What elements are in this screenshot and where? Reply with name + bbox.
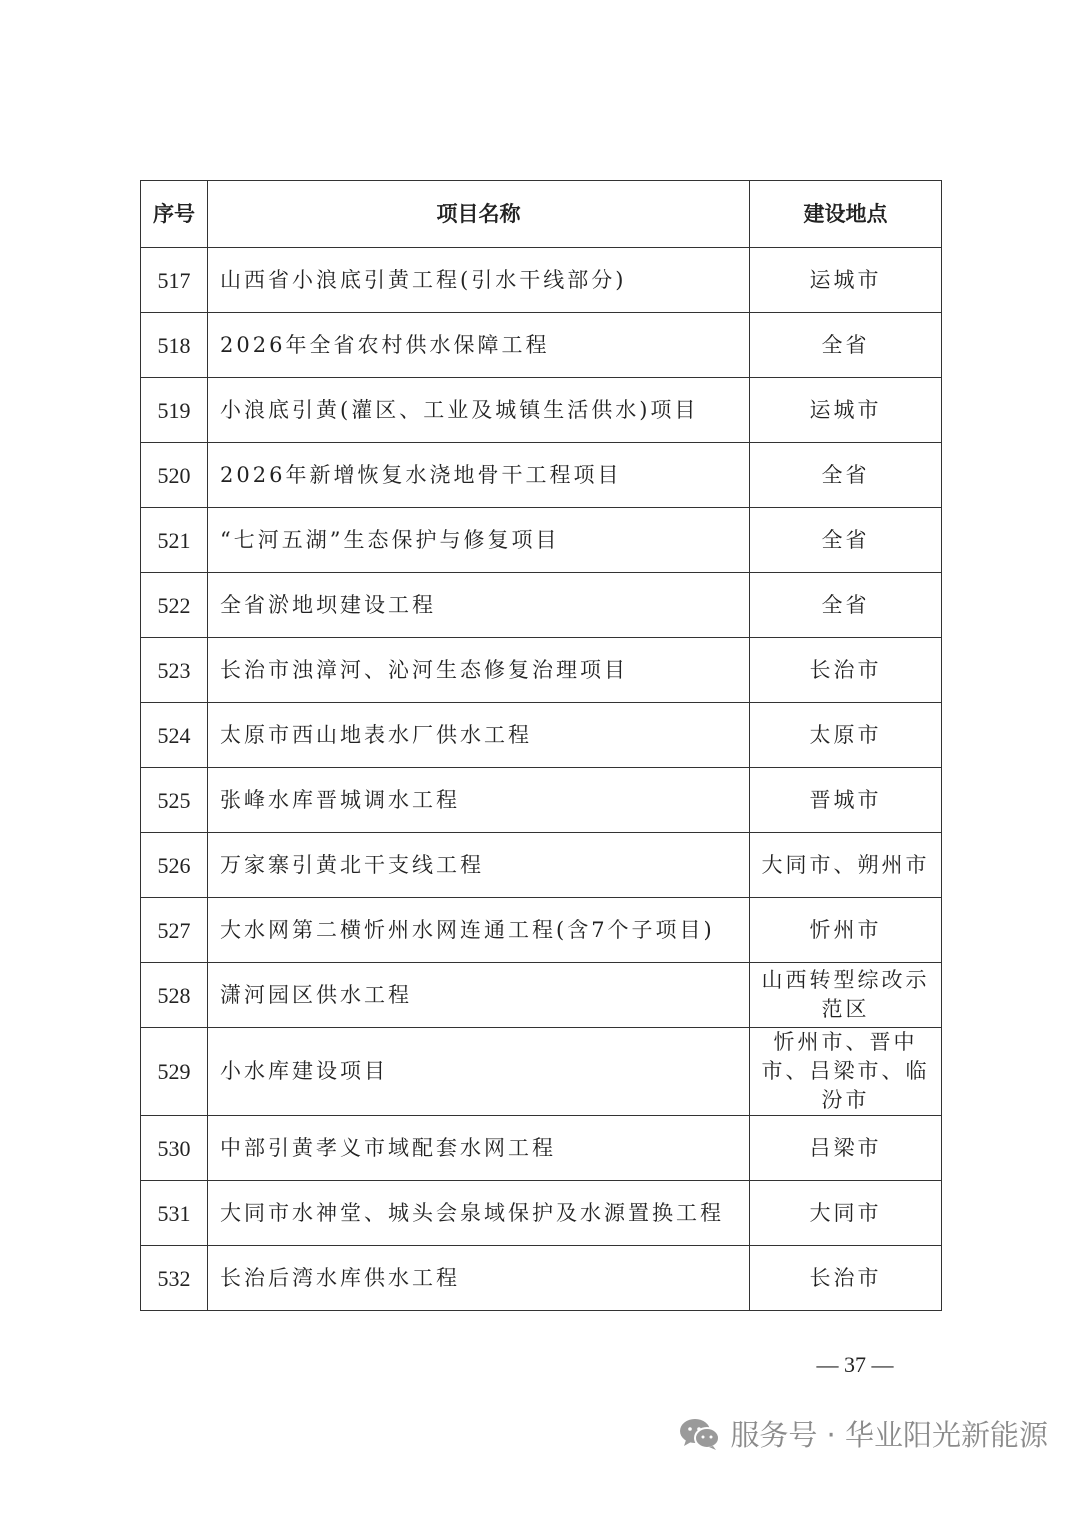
row-number: 520	[141, 443, 208, 508]
project-name: 长治后湾水库供水工程	[208, 1246, 750, 1311]
row-number: 526	[141, 833, 208, 898]
table-row	[141, 833, 942, 898]
watermark	[678, 1413, 1048, 1454]
project-name: 张峰水库晋城调水工程	[208, 768, 750, 833]
table-row	[141, 898, 942, 963]
row-number: 518	[141, 313, 208, 378]
project-location: 山西转型综改示范区	[750, 963, 942, 1028]
project-name: 小水库建设项目	[208, 1028, 750, 1116]
project-location: 大同市	[750, 1181, 942, 1246]
project-name: 潇河园区供水工程	[208, 963, 750, 1028]
table-row	[141, 248, 942, 313]
project-location: 大同市、朔州市	[750, 833, 942, 898]
row-number: 532	[141, 1246, 208, 1311]
row-number: 522	[141, 573, 208, 638]
project-name: 大水网第二横忻州水网连通工程(含7个子项目)	[208, 898, 750, 963]
row-number: 521	[141, 508, 208, 573]
project-location: 运城市	[750, 248, 942, 313]
header-name: 项目名称	[208, 181, 750, 248]
project-name: 小浪底引黄(灌区、工业及城镇生活供水)项目	[208, 378, 750, 443]
project-location: 晋城市	[750, 768, 942, 833]
table-row	[141, 443, 942, 508]
table-row	[141, 1181, 942, 1246]
project-location: 全省	[750, 313, 942, 378]
table-row	[141, 963, 942, 1028]
row-number: 527	[141, 898, 208, 963]
project-name: 中部引黄孝义市域配套水网工程	[208, 1116, 750, 1181]
row-number: 519	[141, 378, 208, 443]
row-number: 528	[141, 963, 208, 1028]
row-number: 517	[141, 248, 208, 313]
project-location: 全省	[750, 443, 942, 508]
project-name: 万家寨引黄北干支线工程	[208, 833, 750, 898]
row-number: 530	[141, 1116, 208, 1181]
header-no: 序号	[141, 181, 208, 248]
table-row	[141, 573, 942, 638]
table-row	[141, 313, 942, 378]
table-row	[141, 1028, 942, 1116]
table-row	[141, 378, 942, 443]
project-name: 太原市西山地表水厂供水工程	[208, 703, 750, 768]
project-name: 长治市浊漳河、沁河生态修复治理项目	[208, 638, 750, 703]
table-row	[141, 638, 942, 703]
project-location: 长治市	[750, 638, 942, 703]
project-location: 运城市	[750, 378, 942, 443]
project-location: 长治市	[750, 1246, 942, 1311]
project-location: 全省	[750, 508, 942, 573]
project-location: 全省	[750, 573, 942, 638]
row-number: 523	[141, 638, 208, 703]
row-number: 525	[141, 768, 208, 833]
row-number: 524	[141, 703, 208, 768]
table-row	[141, 1246, 942, 1311]
watermark-text: 服务号 · 华业阳光新能源	[730, 1418, 1048, 1452]
table-header-row	[141, 181, 942, 248]
project-name: 2026年全省农村供水保障工程	[208, 313, 750, 378]
project-location: 吕梁市	[750, 1116, 942, 1181]
project-location: 太原市	[750, 703, 942, 768]
project-location: 忻州市、晋中市、吕梁市、临汾市	[750, 1028, 942, 1116]
project-name: 大同市水神堂、城头会泉域保护及水源置换工程	[208, 1181, 750, 1246]
table-row	[141, 768, 942, 833]
project-name: “七河五湖”生态保护与修复项目	[208, 508, 750, 573]
project-table	[140, 180, 942, 1311]
project-name: 2026年新增恢复水浇地骨干工程项目	[208, 443, 750, 508]
table-row	[141, 1116, 942, 1181]
project-name: 山西省小浪底引黄工程(引水干线部分)	[208, 248, 750, 313]
table-row	[141, 508, 942, 573]
page-number: — 37 —	[816, 1352, 894, 1377]
row-number: 531	[141, 1181, 208, 1246]
table-row	[141, 703, 942, 768]
project-location: 忻州市	[750, 898, 942, 963]
row-number: 529	[141, 1028, 208, 1116]
header-location: 建设地点	[750, 181, 942, 248]
project-name: 全省淤地坝建设工程	[208, 573, 750, 638]
wechat-icon	[678, 1416, 722, 1452]
